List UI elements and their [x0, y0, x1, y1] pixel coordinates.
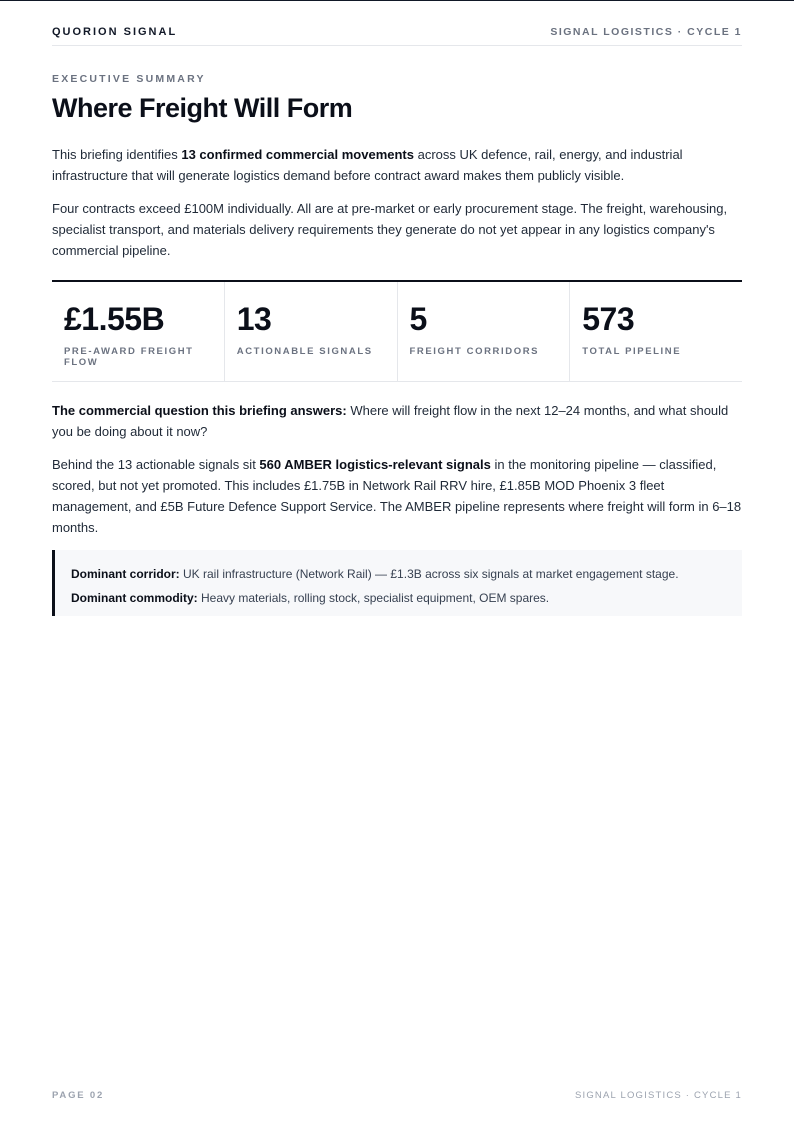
page-number: PAGE 02	[52, 1090, 105, 1101]
stat-total-pipeline	[570, 282, 742, 381]
stat-value: 13	[236, 301, 272, 337]
contracts-paragraph	[52, 198, 742, 261]
stat-label: ACTIONABLE SIGNALS	[236, 346, 373, 357]
corridor-label: Dominant corridor:	[71, 567, 180, 581]
document-page	[52, 1, 742, 1124]
stats-row	[52, 280, 742, 382]
stat-freight-flow	[52, 282, 225, 381]
stat-value: 5	[409, 301, 427, 337]
page-header	[52, 21, 742, 46]
intro-paragraph	[52, 144, 742, 186]
pipeline-paragraph	[52, 454, 742, 538]
commodity-text: Heavy materials, rolling stock, specialist equipment, OEM spares.	[197, 591, 550, 605]
intro-text-pre: This briefing identifies	[52, 147, 182, 162]
stat-value: £1.55B	[64, 301, 165, 337]
commodity-label: Dominant commodity:	[71, 591, 198, 605]
header-cycle-label: SIGNAL LOGISTICS · CYCLE 1	[550, 26, 742, 38]
stat-freight-corridors	[398, 282, 571, 381]
corridor-text: UK rail infrastructure (Network Rail) — £1.3B across six signals at market engagement stage.	[179, 567, 679, 581]
stat-actionable-signals	[225, 282, 398, 381]
stat-value: 573	[582, 301, 635, 337]
corridor-line	[71, 562, 726, 586]
footer-cycle-label: SIGNAL LOGISTICS · CYCLE 1	[574, 1090, 742, 1101]
dominant-callout	[52, 550, 742, 616]
intro-text-post: across UK defence, rail, energy, and industrial infrastructure that will generate logistics demand before contract award makes them publicly visible.	[52, 147, 683, 183]
question-paragraph	[52, 400, 742, 442]
contracts-text: Four contracts exceed £100M individually. All are at pre-market or early procurement stage. The freight, warehousing, specialist transport, and materials delivery requirements they generate do not yet appear in any logistics company's commercial pipeline.	[52, 201, 728, 258]
brand-name: QUORION SIGNAL	[52, 26, 178, 38]
stat-label: FREIGHT CORRIDORS	[409, 346, 540, 357]
pipeline-text-bold: 560 AMBER logistics-relevant signals	[259, 457, 491, 472]
page-footer	[52, 1090, 742, 1101]
stat-label: PRE-AWARD FREIGHT FLOW	[64, 346, 194, 368]
section-label: EXECUTIVE SUMMARY	[52, 73, 206, 85]
stat-label: TOTAL PIPELINE	[582, 346, 682, 357]
question-label: The commercial question this briefing answers:	[52, 403, 347, 418]
question-text: Where will freight flow in the next 12–24 months, and what should you be doing about it now?	[52, 403, 729, 439]
commodity-line	[71, 586, 726, 610]
pipeline-text-pre: Behind the 13 actionable signals sit	[52, 457, 260, 472]
pipeline-text-post: in the monitoring pipeline — classified, scored, but not yet promoted. This includes £1.75B in Network Rail RRV hire, £1.85B MOD Phoenix 3 fleet management, and £5B Future Defence Support Service. The AMBER pipeline represents where freight will form in 6–18 months.	[52, 457, 742, 535]
intro-text-bold: 13 confirmed commercial movements	[181, 147, 414, 162]
page-title: Where Freight Will Form	[52, 93, 353, 123]
